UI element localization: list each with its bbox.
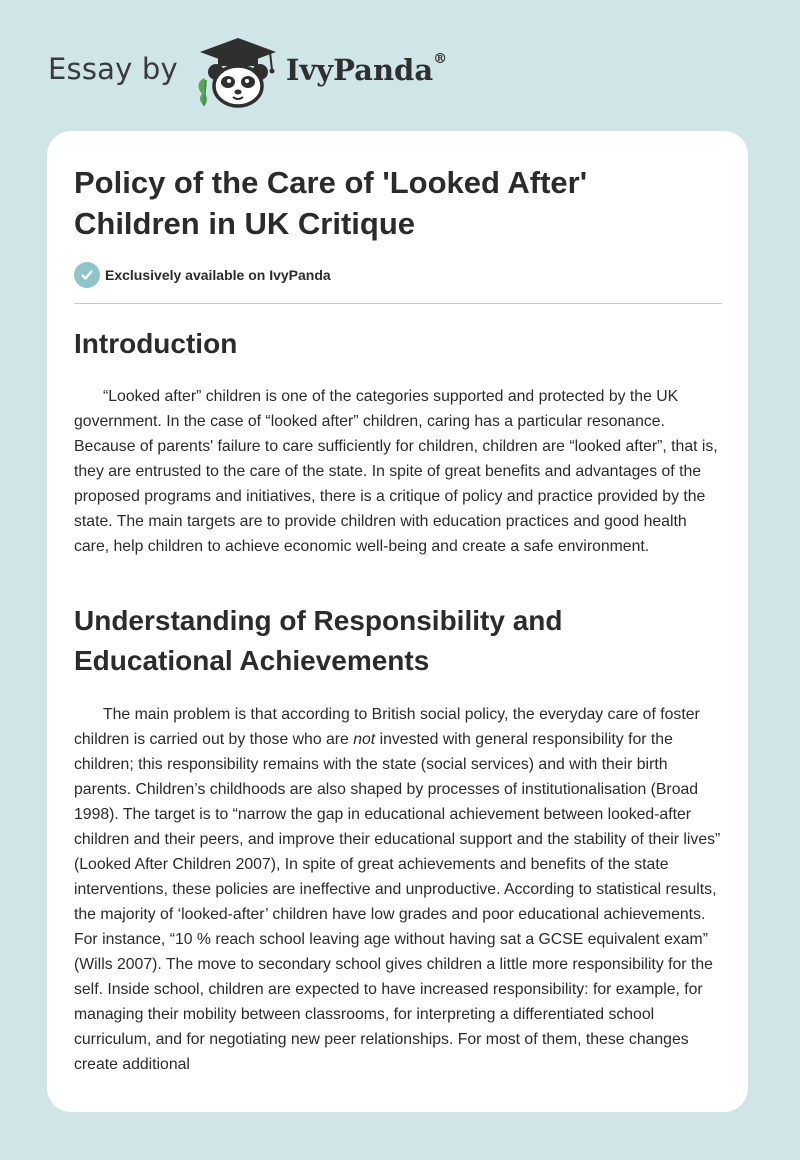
brand-name[interactable]: IvyPanda® (285, 51, 448, 87)
section-heading-introduction: Introduction (74, 328, 238, 359)
exclusive-label: Exclusively available on IvyPanda (105, 267, 331, 283)
registered-mark: ® (433, 51, 448, 67)
section-paragraph-introduction: “Looked after” children is one of the categories supported and protected by the UK government. In the case of “looked after” children, caring has a particular resonance. Because of parents' failure to care sufficiently for children, children are “looked after”, that is, they are entrusted to the care of the state. In spite of great benefits and advantages of the proposed programs and initiatives, there is a critique of policy and practice provided by the state. The main targets are to provide children with education practices and good health care, help children to achieve economic well-being and create a safe environment. (74, 388, 718, 555)
checkmark-icon (74, 262, 100, 288)
section-heading-responsibility: Understanding of Responsibility and Educational Achievements (74, 605, 563, 676)
panda-logo-icon[interactable] (192, 36, 284, 108)
article-title: Policy of the Care of 'Looked After' Children in UK Critique (74, 165, 588, 241)
exclusive-badge (74, 262, 331, 288)
site-header (48, 36, 447, 108)
title-divider (74, 303, 722, 304)
section-paragraph-responsibility: The main problem is that according to British social policy, the everyday care of foster children is carried out by those who are not invested with general responsibility for the children; this responsibility remains with the state (social services) and with their birth parents. Children’s childhoods are also shaped by processes of institutionalisation (Broad 1998). The target is to “narrow the gap in educational achievement between looked-after children and their peers, and improve their educational support and the stability of their lives” (Looked After Children 2007), In spite of great achievements and benefits of the state interventions, these policies are ineffective and unproductive. According to statistical results, the majority of ‘looked-after’ children have low grades and poor educational achievements. For instance, “10 % reach school leaving age without having sat a GCSE equivalent exam” (Wills 2007). The move to secondary school gives children a little more responsibility for the self. Inside school, children are expected to have increased responsibility: for example, for managing their mobility between classrooms, for interpreting a differentiated school curriculum, and for negotiating new peer relationships. For most of them, these changes create additional (74, 706, 721, 1073)
article-card (47, 131, 748, 1112)
emphasis-not: not (353, 731, 376, 748)
essay-by-label: Essay by (48, 52, 178, 86)
